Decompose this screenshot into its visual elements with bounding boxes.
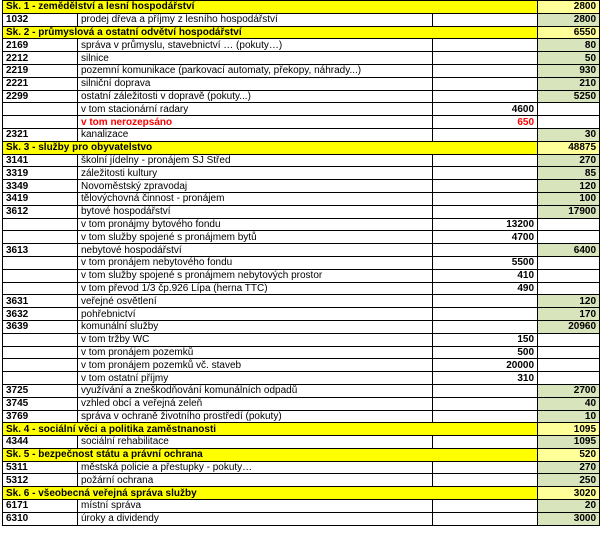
item-amount: 270 xyxy=(538,461,600,474)
item-amount xyxy=(538,282,600,295)
item-amount xyxy=(538,346,600,359)
section-title: Sk. 4 - sociální věci a politika zaměstnanosti xyxy=(3,423,538,436)
paragraph-code: 3769 xyxy=(3,410,78,423)
table-row xyxy=(3,397,600,410)
paragraph-code: 4344 xyxy=(3,436,78,449)
paragraph-code: 5311 xyxy=(3,461,78,474)
table-row xyxy=(3,64,600,77)
item-amount: 100 xyxy=(538,192,600,205)
item-amount xyxy=(538,218,600,231)
item-label: bytové hospodářství xyxy=(78,205,433,218)
sub-amount xyxy=(433,436,538,449)
paragraph-code: 3631 xyxy=(3,295,78,308)
item-amount: 30 xyxy=(538,128,600,141)
item-label: využívání a zneškodňování komunálních odpadů xyxy=(78,384,433,397)
item-label: silniční doprava xyxy=(78,77,433,90)
paragraph-code: 3612 xyxy=(3,205,78,218)
table-row xyxy=(3,308,600,321)
sub-amount xyxy=(433,167,538,180)
detail-row xyxy=(3,218,600,231)
sub-amount: 650 xyxy=(433,116,538,129)
paragraph-code xyxy=(3,346,78,359)
sub-amount xyxy=(433,295,538,308)
paragraph-code: 3613 xyxy=(3,244,78,257)
sub-amount xyxy=(433,192,538,205)
paragraph-code: 3745 xyxy=(3,397,78,410)
paragraph-code xyxy=(3,218,78,231)
detail-row xyxy=(3,282,600,295)
paragraph-code: 6310 xyxy=(3,512,78,525)
item-amount: 85 xyxy=(538,167,600,180)
sub-amount: 310 xyxy=(433,372,538,385)
item-label: správa v průmyslu, stavebnictví … (pokuty…) xyxy=(78,39,433,52)
item-label: městská policie a přestupky - pokuty… xyxy=(78,461,433,474)
sub-amount: 150 xyxy=(433,333,538,346)
section-total: 48875 xyxy=(538,141,600,154)
sub-amount xyxy=(433,512,538,525)
item-amount: 20 xyxy=(538,500,600,513)
item-label: pohřebnictví xyxy=(78,308,433,321)
item-label: ostatní záležitosti v dopravě (pokuty...) xyxy=(78,90,433,103)
table-row xyxy=(3,384,600,397)
paragraph-code: 1032 xyxy=(3,13,78,26)
item-label: v tom pronájem pozemků vč. staveb xyxy=(78,359,433,372)
section-header-row xyxy=(3,423,600,436)
item-label: vzhled obcí a veřejná zeleň xyxy=(78,397,433,410)
item-amount: 5250 xyxy=(538,90,600,103)
section-title: Sk. 5 - bezpečnost státu a právní ochrana xyxy=(3,448,538,461)
paragraph-code xyxy=(3,333,78,346)
item-label: v tom pronájem nebytového fondu xyxy=(78,256,433,269)
item-label: nebytové hospodářství xyxy=(78,244,433,257)
sub-amount xyxy=(433,154,538,167)
table-row xyxy=(3,474,600,487)
sub-amount xyxy=(433,244,538,257)
item-label: v tom pronájmy bytového fondu xyxy=(78,218,433,231)
item-label: v tom ostatní příjmy xyxy=(78,372,433,385)
sub-amount xyxy=(433,90,538,103)
section-total: 520 xyxy=(538,448,600,461)
item-amount: 270 xyxy=(538,154,600,167)
table-row xyxy=(3,52,600,65)
table-row xyxy=(3,410,600,423)
table-row xyxy=(3,436,600,449)
sub-amount xyxy=(433,308,538,321)
item-amount: 40 xyxy=(538,397,600,410)
item-amount xyxy=(538,256,600,269)
table-row xyxy=(3,39,600,52)
item-amount: 17900 xyxy=(538,205,600,218)
item-amount: 6400 xyxy=(538,244,600,257)
paragraph-code: 3141 xyxy=(3,154,78,167)
item-label: záležitosti kultury xyxy=(78,167,433,180)
item-amount: 3000 xyxy=(538,512,600,525)
sub-amount: 13200 xyxy=(433,218,538,231)
section-title: Sk. 1 - zemědělství a lesní hospodářství xyxy=(3,1,538,14)
section-total: 3020 xyxy=(538,487,600,500)
detail-row xyxy=(3,359,600,372)
sub-amount xyxy=(433,474,538,487)
sub-amount xyxy=(433,410,538,423)
item-label: úroky a dividendy xyxy=(78,512,433,525)
table-row xyxy=(3,295,600,308)
table-row xyxy=(3,512,600,525)
sub-amount: 4600 xyxy=(433,103,538,116)
section-title: Sk. 6 - všeobecná veřejná správa služby xyxy=(3,487,538,500)
paragraph-code: 3725 xyxy=(3,384,78,397)
section-header-row xyxy=(3,1,600,14)
paragraph-code: 2219 xyxy=(3,64,78,77)
detail-row xyxy=(3,116,600,129)
item-amount: 50 xyxy=(538,52,600,65)
paragraph-code: 2212 xyxy=(3,52,78,65)
paragraph-code: 2221 xyxy=(3,77,78,90)
sub-amount xyxy=(433,397,538,410)
section-header-row xyxy=(3,448,600,461)
item-amount xyxy=(538,372,600,385)
item-label: školní jídelny - pronájem ŠJ Střed xyxy=(78,154,433,167)
item-label: v tom stacionární radary xyxy=(78,103,433,116)
item-amount xyxy=(538,103,600,116)
sub-amount: 5500 xyxy=(433,256,538,269)
sub-amount xyxy=(433,384,538,397)
sub-amount xyxy=(433,64,538,77)
detail-row xyxy=(3,103,600,116)
item-amount: 250 xyxy=(538,474,600,487)
budget-table xyxy=(2,0,600,526)
item-amount xyxy=(538,231,600,244)
section-header-row xyxy=(3,487,600,500)
item-amount: 930 xyxy=(538,64,600,77)
item-label: v tom pronájem pozemků xyxy=(78,346,433,359)
paragraph-code: 3419 xyxy=(3,192,78,205)
paragraph-code xyxy=(3,103,78,116)
table-row xyxy=(3,192,600,205)
item-label: tělovýchovná činnost - pronájem xyxy=(78,192,433,205)
paragraph-code: 3632 xyxy=(3,308,78,321)
item-label: požární ochrana xyxy=(78,474,433,487)
section-title: Sk. 2 - průmyslová a ostatní odvětví hospodářství xyxy=(3,26,538,39)
paragraph-code xyxy=(3,116,78,129)
detail-row xyxy=(3,372,600,385)
item-amount: 10 xyxy=(538,410,600,423)
item-amount: 1095 xyxy=(538,436,600,449)
paragraph-code xyxy=(3,372,78,385)
paragraph-code: 5312 xyxy=(3,474,78,487)
paragraph-code: 6171 xyxy=(3,500,78,513)
table-row xyxy=(3,500,600,513)
table-row xyxy=(3,180,600,193)
paragraph-code: 3319 xyxy=(3,167,78,180)
item-label: Novoměstský zpravodaj xyxy=(78,180,433,193)
item-label: kanalizace xyxy=(78,128,433,141)
table-row xyxy=(3,320,600,333)
paragraph-code xyxy=(3,282,78,295)
item-label: v tom služby spojené s pronájmem nebytových prostor xyxy=(78,269,433,282)
table-row xyxy=(3,77,600,90)
section-header-row xyxy=(3,26,600,39)
table-row xyxy=(3,154,600,167)
item-amount: 2800 xyxy=(538,13,600,26)
paragraph-code: 2169 xyxy=(3,39,78,52)
item-label: komunální služby xyxy=(78,320,433,333)
table-row xyxy=(3,205,600,218)
item-label: prodej dřeva a příjmy z lesního hospodářství xyxy=(78,13,433,26)
sub-amount: 4700 xyxy=(433,231,538,244)
item-label: místní správa xyxy=(78,500,433,513)
sub-amount xyxy=(433,128,538,141)
paragraph-code: 3349 xyxy=(3,180,78,193)
detail-row xyxy=(3,256,600,269)
item-label: v tom nerozepsáno xyxy=(78,116,433,129)
sub-amount: 410 xyxy=(433,269,538,282)
table-row xyxy=(3,461,600,474)
item-amount: 120 xyxy=(538,180,600,193)
detail-row xyxy=(3,231,600,244)
item-label: správa v ochraně životního prostředí (pokuty) xyxy=(78,410,433,423)
paragraph-code xyxy=(3,256,78,269)
item-label: silnice xyxy=(78,52,433,65)
item-amount xyxy=(538,333,600,346)
item-label: v tom služby spojené s pronájmem bytů xyxy=(78,231,433,244)
sub-amount xyxy=(433,77,538,90)
sub-amount: 20000 xyxy=(433,359,538,372)
sub-amount xyxy=(433,500,538,513)
item-amount: 120 xyxy=(538,295,600,308)
section-title: Sk. 3 - služby pro obyvatelstvo xyxy=(3,141,538,154)
paragraph-code xyxy=(3,231,78,244)
table-row xyxy=(3,128,600,141)
paragraph-code: 2299 xyxy=(3,90,78,103)
section-total: 2800 xyxy=(538,1,600,14)
item-amount: 210 xyxy=(538,77,600,90)
detail-row xyxy=(3,333,600,346)
item-label: pozemní komunikace (parkovací automaty, překopy, náhrady...) xyxy=(78,64,433,77)
item-label: v tom převod 1/3 čp.926 Lípa (herna TTC) xyxy=(78,282,433,295)
sub-amount xyxy=(433,180,538,193)
table-row xyxy=(3,90,600,103)
table-row xyxy=(3,244,600,257)
section-total: 1095 xyxy=(538,423,600,436)
paragraph-code xyxy=(3,269,78,282)
detail-row xyxy=(3,346,600,359)
budget-table-body xyxy=(3,1,600,526)
detail-row xyxy=(3,269,600,282)
item-amount: 20960 xyxy=(538,320,600,333)
item-label: v tom tržby WC xyxy=(78,333,433,346)
sub-amount xyxy=(433,461,538,474)
table-row xyxy=(3,13,600,26)
sub-amount xyxy=(433,52,538,65)
paragraph-code: 3639 xyxy=(3,320,78,333)
item-label: veřejné osvětlení xyxy=(78,295,433,308)
section-header-row xyxy=(3,141,600,154)
table-row xyxy=(3,167,600,180)
item-amount xyxy=(538,269,600,282)
item-label: sociální rehabilitace xyxy=(78,436,433,449)
item-amount xyxy=(538,359,600,372)
sub-amount xyxy=(433,205,538,218)
sub-amount: 500 xyxy=(433,346,538,359)
sub-amount: 490 xyxy=(433,282,538,295)
item-amount: 170 xyxy=(538,308,600,321)
paragraph-code: 2321 xyxy=(3,128,78,141)
sub-amount xyxy=(433,39,538,52)
item-amount xyxy=(538,116,600,129)
sub-amount xyxy=(433,320,538,333)
item-amount: 2700 xyxy=(538,384,600,397)
sub-amount xyxy=(433,13,538,26)
section-total: 6550 xyxy=(538,26,600,39)
paragraph-code xyxy=(3,359,78,372)
item-amount: 80 xyxy=(538,39,600,52)
